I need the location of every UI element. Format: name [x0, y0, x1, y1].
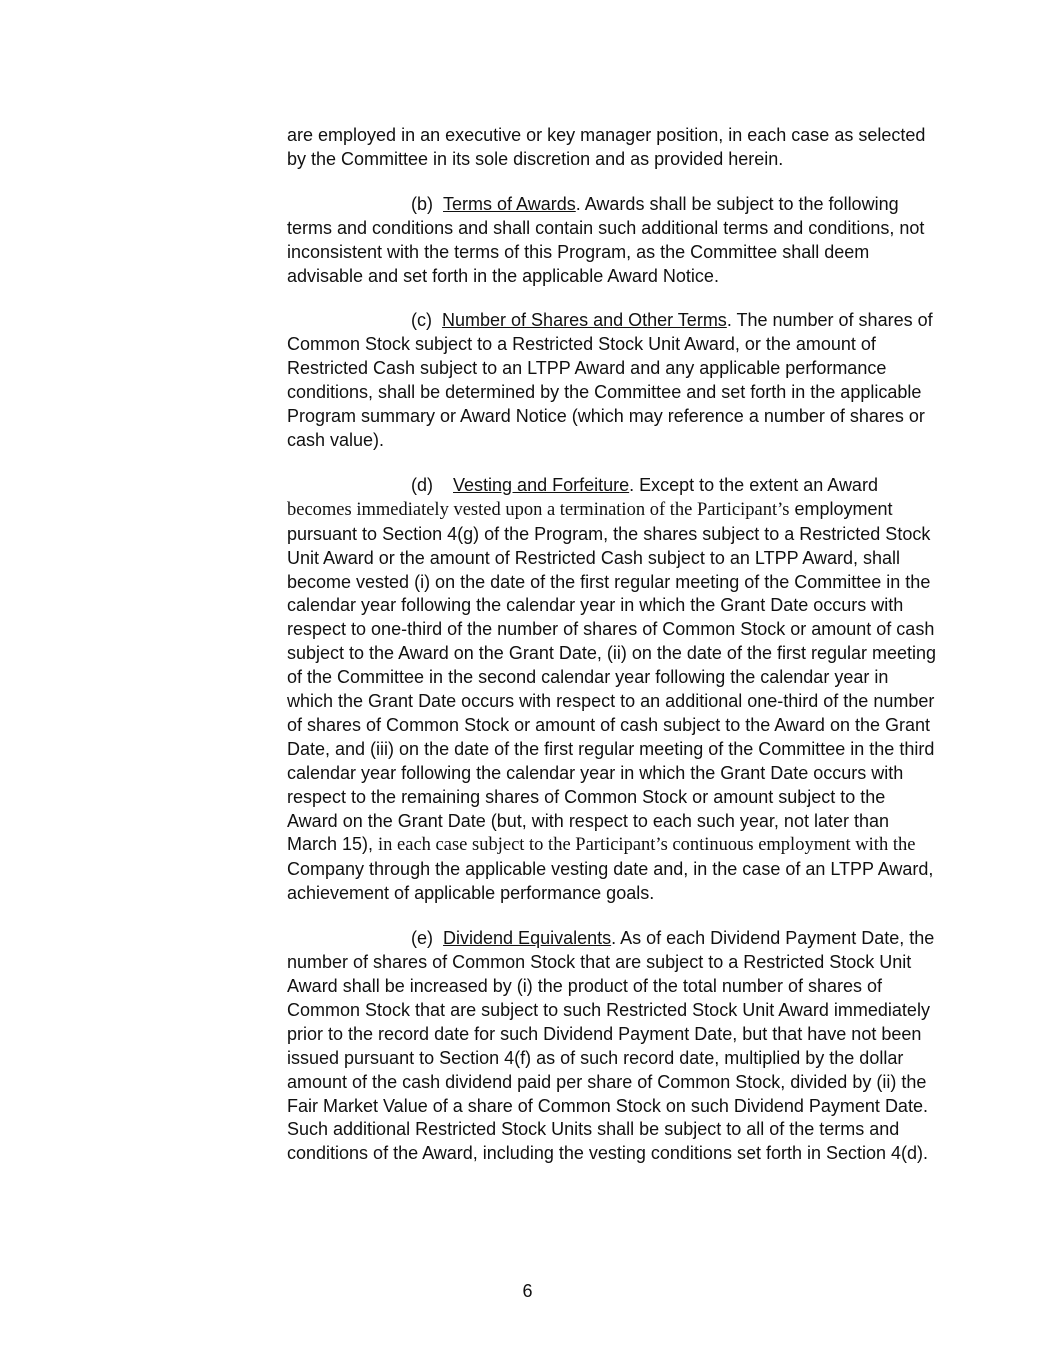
paragraph-text: are employed in an executive or key manager position, in each case as selected by the Committee in its sole discretion and as provided herein.: [287, 125, 926, 169]
paragraph-label: (b): [411, 193, 433, 214]
section-heading: Vesting and Forfeiture: [453, 474, 630, 495]
paragraph-text-serif: becomes immediately vested upon a termination of the Participant’s: [287, 499, 790, 520]
paragraph-b-terms-of-awards: [287, 193, 937, 289]
paragraph-text-serif: in each case subject to the Participant’s continuous employment with the: [378, 835, 916, 856]
paragraph-text: employment pursuant to Section 4(g) of the Program, the shares subject to a Restricted Stock Unit Award or the amount of Restricted Cash subject to an LTPP Award, shall become vested (i) on the date of the first regular meeting of the Committee in the calendar year following the calendar year in which the Grant Date occurs with respect to one-third of the number of shares of Common Stock or amount of cash subject to the Award on the Grant Date, (ii) on the date of the first regular meeting of the Committee in the second calendar year following the calendar year in which the Grant Date occurs with respect to an additional one-third of the number of shares of Common Stock or amount of cash subject to the Award on the Grant Date, and (iii) on the date of the first regular meeting of the Committee in the third calendar year following the calendar year in which the Grant Date occurs with respect to the remaining shares of Common Stock or amount subject to the Award on the Grant Date (but, with respect to each such year, not later than March 15),: [287, 498, 937, 855]
paragraph-continuation: [287, 124, 937, 172]
paragraph-e-dividend-equivalents: [287, 927, 937, 1166]
section-heading: Terms of Awards: [443, 193, 576, 214]
paragraph-text: . Awards shall be subject to the following terms and conditions and shall contain such additional terms and conditions, not inconsistent with the terms of this Program, as the Committee shall deem advisable and set forth in the applicable Award Notice.: [287, 193, 925, 286]
paragraph-label: (c): [411, 310, 432, 331]
paragraph-label: (d): [411, 474, 433, 495]
section-heading: Number of Shares and Other Terms: [442, 310, 727, 331]
body-text: [287, 124, 937, 1187]
paragraph-text: . As of each Dividend Payment Date, the number of shares of Common Stock that are subject to a Restricted Stock Unit Award shall be increased by (i) the product of the total number of shares of Common Stock that are subject to such Restricted Stock Unit Award immediately prior to the record date for such Dividend Payment Date, but that have not been issued pursuant to Section 4(f) as of such record date, multiplied by the dollar amount of the cash dividend paid per share of Common Stock, divided by (ii) the Fair Market Value of a share of Common Stock on such Dividend Payment Date. Such additional Restricted Stock Units shall be subject to all of the terms and conditions of the Award, including the vesting conditions set forth in Section 4(d).: [287, 928, 935, 1164]
paragraph-c-number-of-shares: [287, 309, 937, 452]
paragraph-label: (e): [411, 928, 433, 949]
paragraph-text: Company through the applicable vesting date and, in the case of an LTPP Award, achievement of applicable performance goals.: [287, 859, 934, 904]
paragraph-d-vesting-and-forfeiture: [287, 474, 937, 906]
paragraph-text: . Except to the extent an Award: [629, 474, 878, 495]
paragraph-text: . The number of shares of Common Stock subject to a Restricted Stock Unit Award, or the amount of Restricted Cash subject to an LTPP Award and any applicable performance conditions, shall be determined by the Committee and set forth in the applicable Program summary or Award Notice (which may reference a number of shares or cash value).: [287, 310, 933, 450]
page-number: 6: [522, 1281, 533, 1301]
section-heading: Dividend Equivalents: [443, 928, 612, 949]
